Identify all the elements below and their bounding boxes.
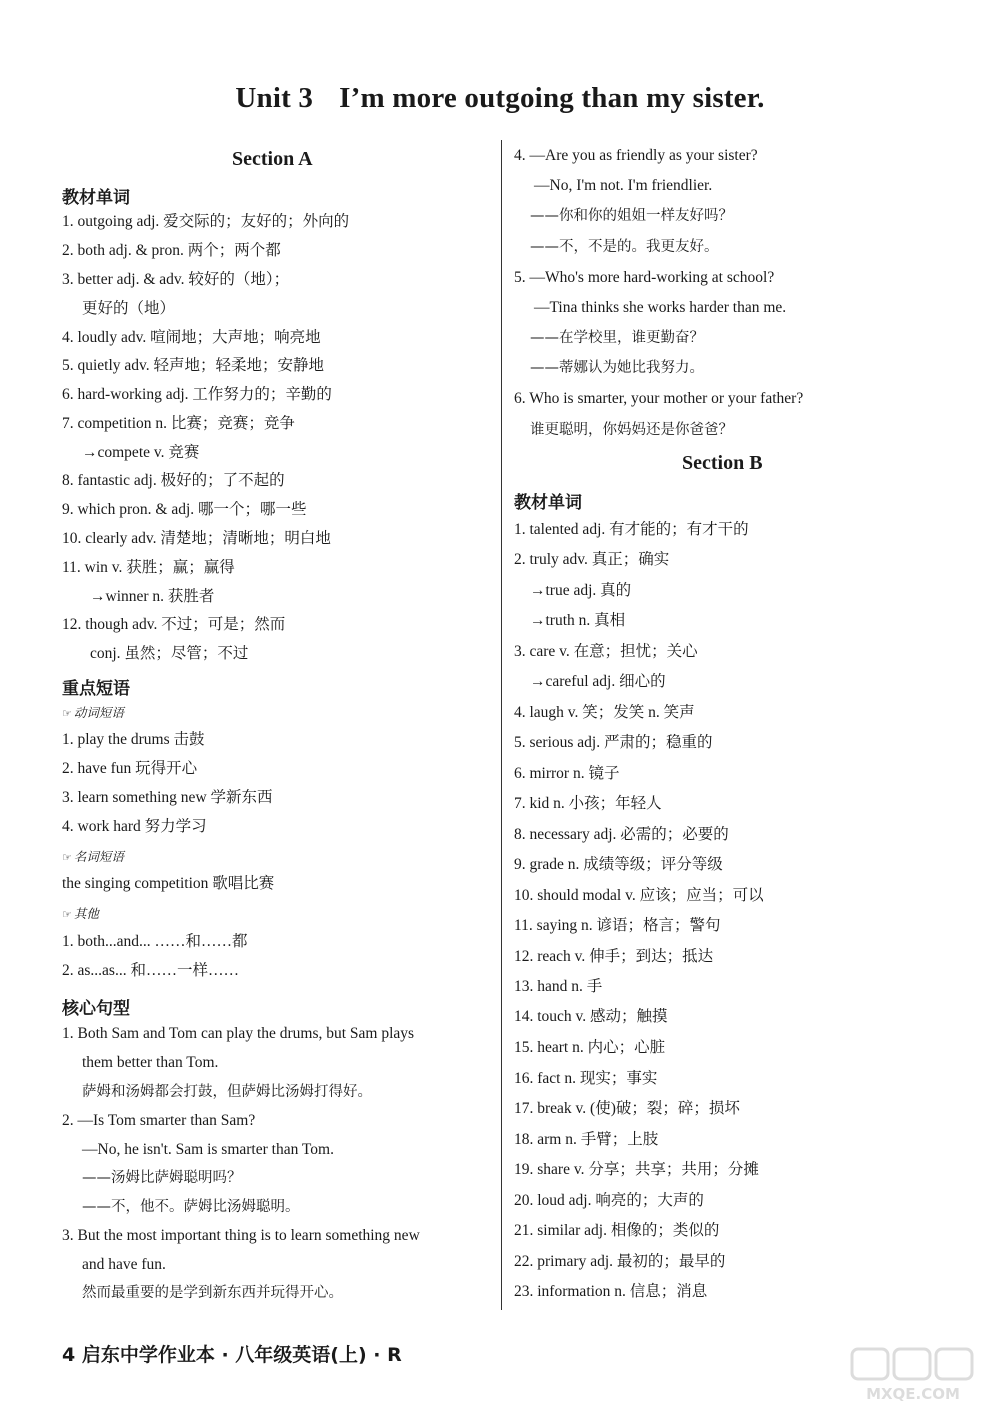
sentence-line: —No, he isn't. Sam is smarter than Tom. — [82, 1141, 334, 1158]
sentence-line: 1. Both Sam and Tom can play the drums, but Sam plays — [62, 1025, 415, 1042]
vocab-heading-b: 教材单词 — [514, 493, 582, 513]
vocab-item: 17. break v. (使)破；裂；碎；损坏 — [514, 1100, 740, 1117]
pointer-icon: ☞ — [62, 707, 72, 720]
phrases-heading: 重点短语 — [62, 679, 130, 699]
vocab-item: 23. information n. 信息；消息 — [514, 1283, 708, 1300]
vocab-item: 9. grade n. 成绩等级；评分等级 — [514, 856, 723, 873]
pointer-icon: ☞ — [62, 908, 72, 921]
sentence-line: 谁更聪明，你妈妈还是你爸爸？ — [530, 422, 733, 438]
vocab-item: →winner n. 获胜者 — [90, 588, 215, 605]
sentence-line: ——在学校里，谁更勤奋？ — [530, 330, 704, 346]
vocab-item: 5. serious adj. 严肃的；稳重的 — [514, 734, 713, 751]
other-subheading: ☞ 其他 — [62, 906, 99, 921]
vocab-item: 18. arm n. 手臂；上肢 — [514, 1131, 659, 1148]
phrase-item: 2. as...as... 和……一样…… — [62, 962, 239, 979]
sentence-line: —No, I'm not. I'm friendlier. — [534, 177, 713, 194]
sentence-line: 萨姆和汤姆都会打鼓，但萨姆比汤姆打得好。 — [82, 1084, 372, 1100]
vocab-item: 2. truly adv. 真正；确实 — [514, 551, 670, 568]
vocab-item: 6. hard-working adj. 工作努力的；辛勤的 — [62, 386, 332, 403]
phrase-item: 1. both...and... ……和……都 — [62, 933, 248, 950]
vocab-item: 12. though adv. 不过；可是；然而 — [62, 616, 286, 633]
noun-phrases-subheading: ☞ 名词短语 — [62, 849, 124, 864]
vocab-item: 4. laugh v. 笑；发笑 n. 笑声 — [514, 704, 695, 721]
sentence-line: 5. —Who's more hard-working at school? — [514, 269, 775, 286]
column-divider — [501, 140, 502, 1310]
phrase-item: 4. work hard 努力学习 — [62, 818, 207, 835]
vocab-item: 14. touch v. 感动；触摸 — [514, 1008, 668, 1025]
vocab-item: →true adj. 真的 — [530, 582, 632, 599]
vocab-item: 2. both adj. & pron. 两个；两个都 — [62, 242, 281, 259]
vocab-item: 3. care v. 在意；担忧；关心 — [514, 643, 698, 660]
vocab-item: 12. reach v. 伸手；到达；抵达 — [514, 948, 714, 965]
vocab-item: →truth n. 真相 — [530, 612, 626, 629]
vocab-item: 7. kid n. 小孩；年轻人 — [514, 795, 662, 812]
vocab-item: 6. mirror n. 镜子 — [514, 765, 620, 782]
vocab-item: 16. fact n. 现实；事实 — [514, 1070, 658, 1087]
vocab-item: 1. talented adj. 有才能的；有才干的 — [514, 521, 749, 538]
vocab-item: 9. which pron. & adj. 哪一个；哪一些 — [62, 501, 307, 518]
vocab-heading-a: 教材单词 — [62, 188, 130, 208]
vocab-item: 11. saying n. 谚语；格言；警句 — [514, 917, 721, 934]
sentence-line: 4. —Are you as friendly as your sister? — [514, 147, 758, 164]
vocab-item: 13. hand n. 手 — [514, 978, 603, 995]
vocab-item: 5. quietly adv. 轻声地；轻柔地；安静地 — [62, 357, 325, 374]
pointer-icon: ☞ — [62, 851, 72, 864]
vocab-item: 19. share v. 分享；共享；共用；分摊 — [514, 1161, 759, 1178]
sentence-line: ——你和你的姐姐一样友好吗？ — [530, 208, 733, 224]
vocab-item: 11. win v. 获胜；赢；赢得 — [62, 559, 235, 576]
sentence-line: 然而最重要的是学到新东西并玩得开心。 — [82, 1285, 343, 1301]
section-b-heading: Section B — [682, 452, 763, 474]
unit-title-text: I’m more outgoing than my sister. — [339, 82, 765, 114]
sentence-line: ——不，他不。萨姆比汤姆聪明。 — [82, 1199, 300, 1215]
vocab-item: 10. clearly adv. 清楚地；清晰地；明白地 — [62, 530, 331, 547]
vocab-item: 8. fantastic adj. 极好的；了不起的 — [62, 472, 285, 489]
sentence-line: 3. But the most important thing is to learn something new — [62, 1227, 420, 1244]
sentence-line: ——蒂娜认为她比我努力。 — [530, 360, 704, 376]
phrase-item: 3. learn something new 学新东西 — [62, 789, 273, 806]
unit-label: Unit 3 — [235, 82, 314, 114]
vocab-item: conj. 虽然；尽管；不过 — [90, 645, 249, 662]
page-title — [0, 82, 1000, 115]
sentence-line: 6. Who is smarter, your mother or your father? — [514, 390, 804, 407]
sentence-line: and have fun. — [82, 1256, 166, 1273]
vocab-item: 21. similar adj. 相像的；类似的 — [514, 1222, 720, 1239]
vocab-item: 10. should modal v. 应该；应当；可以 — [514, 887, 764, 904]
sentence-line: ——不，不是的。我更友好。 — [530, 239, 719, 255]
phrase-item: the singing competition 歌唱比赛 — [62, 875, 275, 892]
phrase-item: 1. play the drums 击鼓 — [62, 731, 205, 748]
sentence-line: 2. —Is Tom smarter than Sam? — [62, 1112, 256, 1129]
sentences-heading: 核心句型 — [62, 999, 130, 1019]
vocab-item: 7. competition n. 比赛；竞赛；竞争 — [62, 415, 295, 432]
vocab-item: 15. heart n. 内心；心脏 — [514, 1039, 666, 1056]
vocab-item: 22. primary adj. 最初的；最早的 — [514, 1253, 726, 1270]
vocab-item: 1. outgoing adj. 爱交际的；友好的；外向的 — [62, 213, 350, 230]
sentence-line: them better than Tom. — [82, 1054, 219, 1071]
vocab-item: 20. loud adj. 响亮的；大声的 — [514, 1192, 704, 1209]
vocab-item: 8. necessary adj. 必需的；必要的 — [514, 826, 729, 843]
sentence-line: —Tina thinks she works harder than me. — [534, 299, 787, 316]
vocab-item: 3. better adj. & adv. 较好的（地）； — [62, 271, 290, 288]
vocab-item: →compete v. 竞赛 — [82, 444, 200, 461]
vocab-item: →careful adj. 细心的 — [530, 673, 666, 690]
sentence-line: ——汤姆比萨姆聪明吗？ — [82, 1170, 242, 1186]
phrase-item: 2. have fun 玩得开心 — [62, 760, 198, 777]
page-footer: 4 启东中学作业本 · 八年级英语(上) · R — [62, 1344, 402, 1366]
watermark-text: MXQE.COM — [866, 1385, 960, 1403]
verb-phrases-subheading: ☞ 动词短语 — [62, 705, 124, 720]
watermark-logo — [848, 1345, 978, 1405]
section-a-heading: Section A — [232, 148, 313, 170]
vocab-item: 4. loudly adv. 喧闹地；大声地；响亮地 — [62, 329, 321, 346]
vocab-item: 更好的（地） — [82, 300, 176, 317]
